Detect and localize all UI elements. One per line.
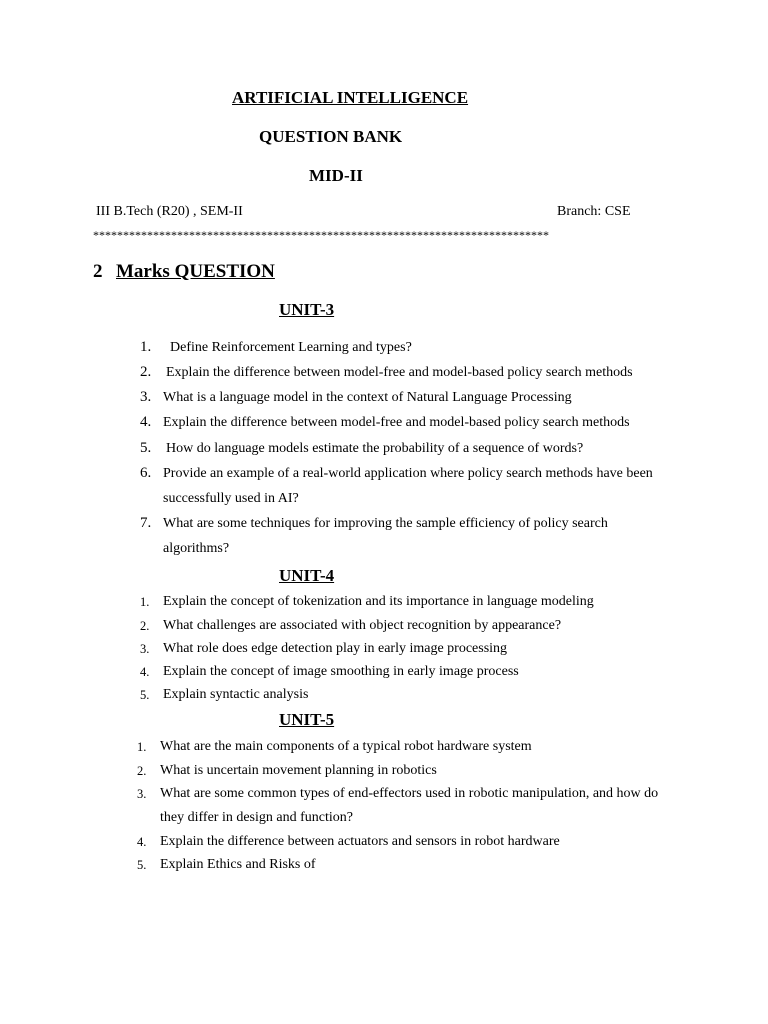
question-text-continued: successfully used in AI? (163, 491, 299, 506)
question-text: Explain the difference between model-free and model-based policy search methods (163, 415, 630, 430)
question-number: 6. (140, 465, 152, 481)
question-text: What role does edge detection play in early image processing (163, 641, 508, 656)
question-number: 1. (140, 595, 150, 609)
question-text: What challenges are associated with object recognition by appearance? (163, 618, 562, 633)
question-number: 3. (140, 642, 150, 656)
question-number: 4. (140, 414, 152, 430)
question-text: Explain syntactic analysis (163, 687, 309, 702)
question-number: 2. (140, 364, 152, 380)
section-number: 2 (93, 261, 103, 282)
question-number: 5. (140, 688, 150, 702)
question-text: Define Reinforcement Learning and types? (170, 340, 412, 355)
question-number: 3. (140, 389, 152, 405)
question-text: What is uncertain movement planning in robotics (160, 763, 437, 778)
question-number: 1. (140, 339, 152, 355)
question-text-continued: they differ in design and function? (160, 810, 353, 825)
branch-info: Branch: CSE (557, 204, 631, 219)
question-number: 5. (137, 858, 147, 872)
question-text: What are the main components of a typical robot hardware system (160, 739, 532, 754)
question-text: How do language models estimate the probability of a sequence of words? (166, 441, 584, 456)
question-number: 7. (140, 515, 152, 531)
question-text: What are some techniques for improving the sample efficiency of policy search (163, 516, 608, 531)
exam-label: MID-II (309, 166, 363, 185)
question-number: 4. (137, 835, 147, 849)
question-text: Explain the difference between actuators and sensors in robot hardware (160, 834, 560, 849)
document-title: ARTIFICIAL INTELLIGENCE (232, 88, 469, 107)
question-number: 2. (140, 619, 150, 633)
question-number: 4. (140, 665, 150, 679)
question-text: Explain the difference between model-free and model-based policy search methods (166, 365, 633, 380)
question-text: What is a language model in the context of Natural Language Processing (163, 390, 572, 405)
separator-line: **************************************************************************** (93, 228, 549, 242)
question-number: 5. (140, 440, 152, 456)
unit-5-heading: UNIT-5 (279, 710, 335, 729)
document-subtitle: QUESTION BANK (259, 127, 403, 146)
question-text: Explain the concept of image smoothing in early image process (163, 664, 519, 679)
question-text: Explain Ethics and Risks of (160, 857, 316, 872)
section-title: Marks QUESTION (116, 261, 275, 282)
question-number: 3. (137, 787, 147, 801)
question-text: Provide an example of a real-world application where policy search methods have been (163, 466, 653, 481)
course-info: III B.Tech (R20) , SEM-II (96, 204, 243, 219)
unit-3-heading: UNIT-3 (279, 300, 335, 319)
unit-4-heading: UNIT-4 (279, 566, 335, 585)
question-text: Explain the concept of tokenization and its importance in language modeling (163, 594, 594, 609)
question-text-continued: algorithms? (163, 541, 230, 556)
question-text: What are some common types of end-effectors used in robotic manipulation, and how do (160, 786, 659, 801)
question-number: 1. (137, 740, 147, 754)
question-number: 2. (137, 764, 147, 778)
